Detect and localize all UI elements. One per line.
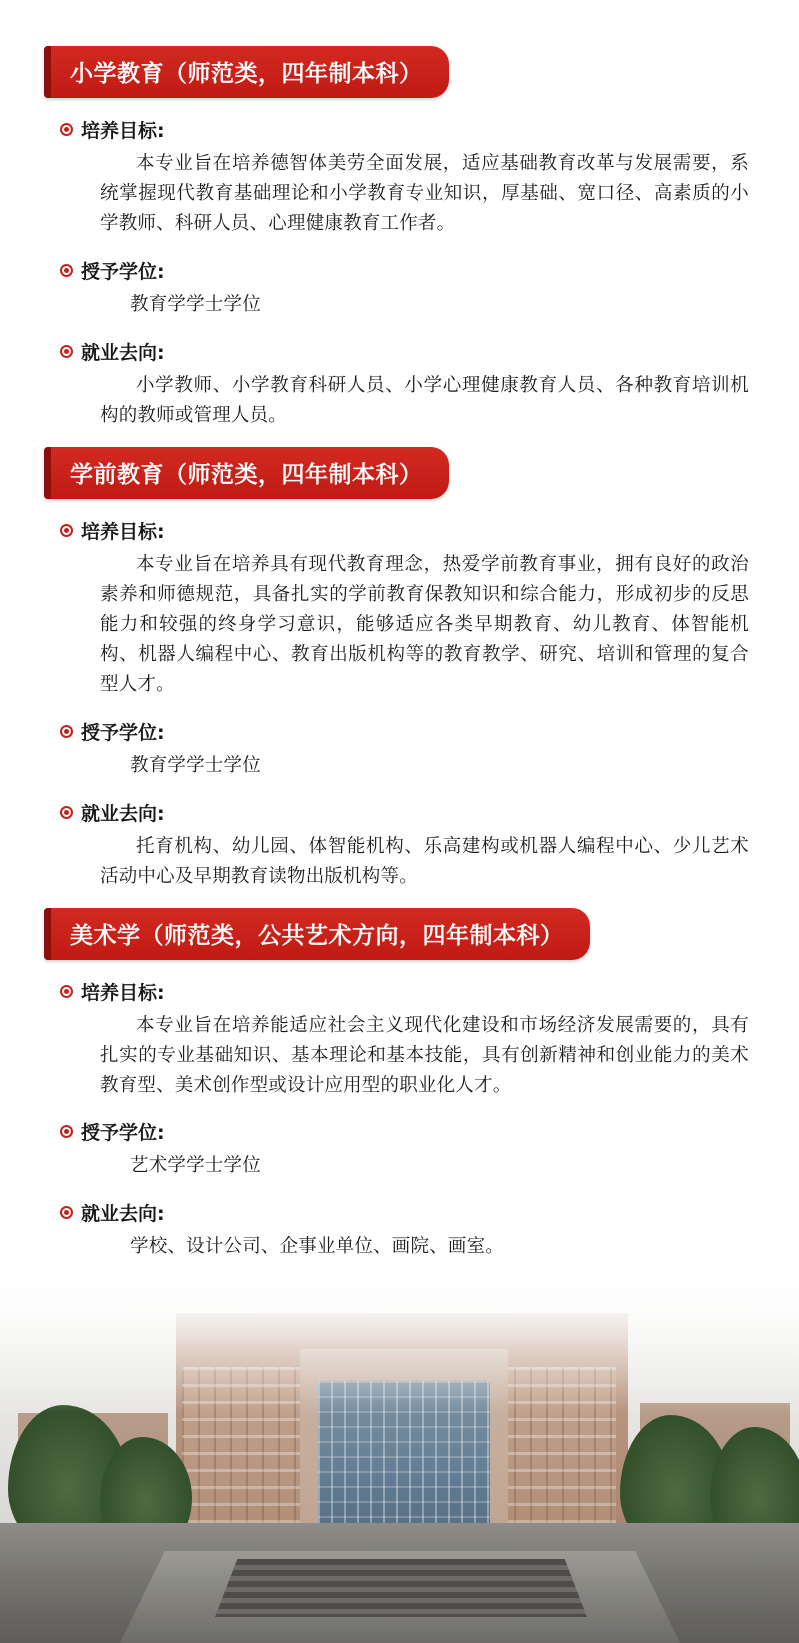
major-section-preschool-education	[44, 447, 755, 892]
major-section-primary-education	[44, 46, 755, 431]
block-career-paths	[44, 338, 755, 431]
subheading	[60, 1199, 755, 1226]
subheading-label: 授予学位:	[81, 1122, 165, 1145]
subheading-label: 就业去向:	[81, 341, 165, 364]
body-text: 本专业旨在培养能适应社会主义现代化建设和市场经济发展需要的，具有扎实的专业基础知识、基本理论和基本技能，具有创新精神和创业能力的美术教育型、美术创作型或设计应用型的职业化人才。	[100, 1014, 749, 1096]
bullet-icon	[60, 985, 73, 998]
subheading	[60, 1118, 755, 1145]
subheading	[60, 116, 755, 143]
body-text: 艺术学学士学位	[130, 1155, 261, 1177]
subheading-label: 培养目标:	[81, 981, 165, 1004]
block-degree-awarded	[44, 257, 755, 320]
bullet-icon	[60, 1125, 73, 1138]
campus-photo	[0, 1263, 799, 1643]
bullet-icon	[60, 806, 73, 819]
body-text: 本专业旨在培养具有现代教育理念，热爱学前教育事业，拥有良好的政治素养和师德规范，具备扎实的学前教育保教知识和综合能力，形成初步的反思能力和较强的终身学习意识，能够适应各类早期教育、幼儿教育、体智能机构、机器人编程中心、教育出版机构等的教育教学、研究、培训和管理的复合型人才。	[100, 553, 749, 695]
body-text: 小学教师、小学教育科研人员、小学心理健康教育人员、各种教育培训机构的教师或管理人员。	[100, 374, 749, 426]
bullet-icon	[60, 1206, 73, 1219]
photo-white-fade	[0, 1263, 799, 1413]
subheading	[60, 338, 755, 365]
body-text: 本专业旨在培养德智体美劳全面发展，适应基础教育改革与发展需要，系统掌握现代教育基础理论和小学教育专业知识，厚基础、宽口径、高素质的小学教师、科研人员、心理健康教育工作者。	[100, 153, 749, 234]
subheading	[60, 257, 755, 284]
subheading-label: 就业去向:	[81, 1203, 165, 1226]
bullet-icon	[60, 264, 73, 277]
block-degree-awarded	[44, 1118, 755, 1181]
bullet-icon	[60, 123, 73, 136]
block-training-objective	[44, 978, 755, 1101]
subheading-label: 就业去向:	[81, 802, 165, 825]
subheading-label: 培养目标:	[81, 520, 165, 543]
body-text: 教育学学士学位	[130, 293, 261, 315]
bullet-icon	[60, 524, 73, 537]
subheading-label: 授予学位:	[81, 721, 165, 744]
block-degree-awarded	[44, 718, 755, 781]
subheading-label: 培养目标:	[81, 120, 165, 142]
block-training-objective	[44, 517, 755, 700]
subheading	[60, 799, 755, 826]
subheading	[60, 517, 755, 544]
subheading	[60, 978, 755, 1005]
bullet-icon	[60, 345, 73, 358]
body-text: 教育学学士学位	[130, 754, 261, 776]
subheading	[60, 718, 755, 745]
body-text: 托育机构、幼儿园、体智能机构、乐高建构或机器人编程中心、少儿艺术活动中心及早期教育读物出版机构等。	[100, 835, 749, 887]
block-career-paths	[44, 799, 755, 892]
section-banner: 美术学（师范类，公共艺术方向，四年制本科）	[44, 908, 590, 960]
block-career-paths	[44, 1199, 755, 1262]
section-banner: 学前教育（师范类，四年制本科）	[44, 447, 449, 499]
block-training-objective	[44, 116, 755, 239]
subheading-label: 授予学位:	[81, 260, 165, 283]
bullet-icon	[60, 725, 73, 738]
major-section-fine-arts	[44, 908, 755, 1263]
body-text: 学校、设计公司、企事业单位、画院、画室。	[130, 1236, 505, 1258]
photo-staircase	[215, 1559, 587, 1617]
section-banner: 小学教育（师范类，四年制本科）	[44, 46, 449, 98]
